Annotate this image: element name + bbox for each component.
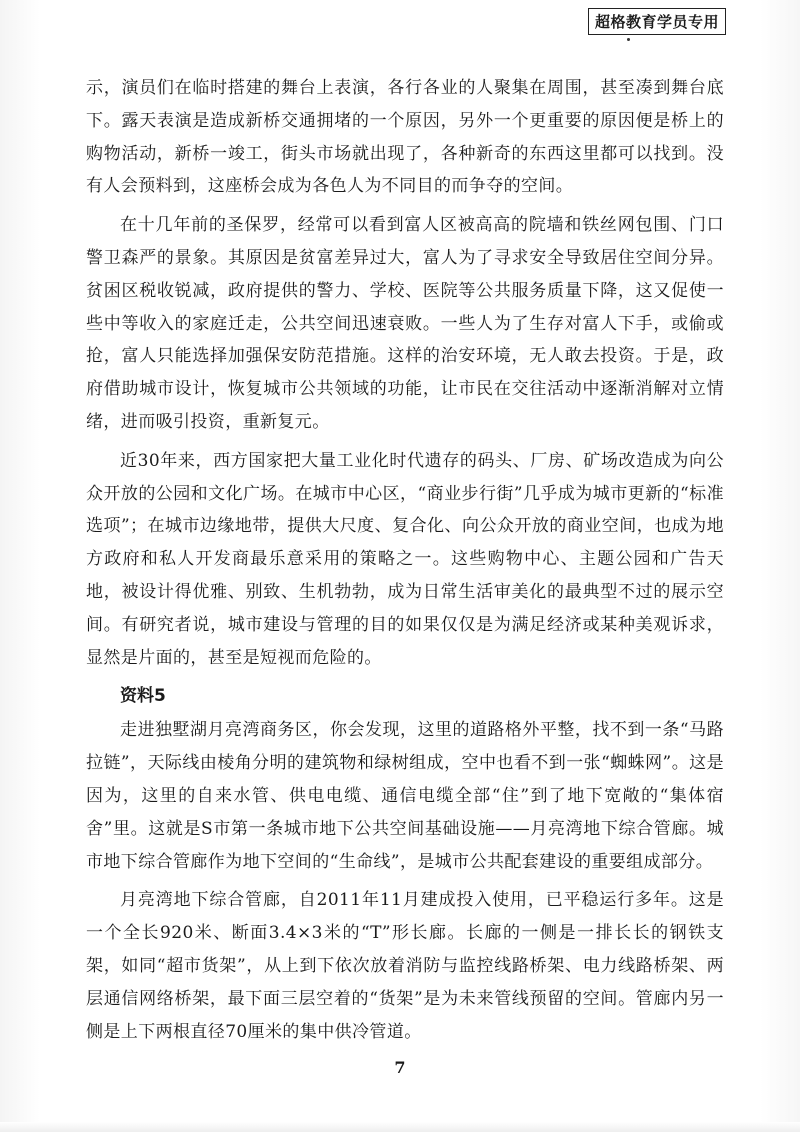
ink-dot bbox=[627, 38, 630, 41]
paragraph-sao-paulo: 在十几年前的圣保罗，经常可以看到富人区被高高的院墙和铁丝网包围、门口警卫森严的景象。其原因是贫富差异过大，富人为了寻求安全导致居住空间分异。贫困区税收锐减，政府提供的警力、学校、医院等公共服务质量下降，这又促使一些中等收入的家庭迁走，公共空间迅速衰败。一些人为了生存对富人下手，或偷或抢，富人只能选择加强保安防范措施。这样的治安环境，无人敢去投资。于是，政府借助城市设计，恢复城市公共领域的功能，让市民在交往活动中逐渐消解对立情绪，进而吸引投资，重新复元。 bbox=[86, 215, 724, 432]
section-heading: 资料5 bbox=[120, 686, 166, 707]
paragraph-continued: 示，演员们在临时搭建的舞台上表演，各行各业的人聚集在周围，甚至凑到舞台底下。露天表演是造成新桥交通拥堵的一个原因，另外一个更重要的原因便是桥上的购物活动，新桥一竣工，街头市场就出现了，各种新奇的东西这里都可以找到。没有人会预料到，这座桥会成为各色人为不同目的而争夺的空间。 bbox=[86, 78, 724, 197]
paragraph-moon-bay: 走进独墅湖月亮湾商务区，你会发现，这里的道路格外平整，找不到一条“马路拉链”，天际线由棱角分明的建筑物和绿树组成，空中也看不到一张“蜘蛛网”。这是因为，这里的自来水管、供电电缆、通信电缆全部“住”到了地下宽敞的“集体宿舍”里。这就是S市第一条城市地下公共空间基础设施——月亮湾地下综合管廊。城市地下综合管廊作为地下空间的“生命线”，是城市公共配套建设的重要组成部分。 bbox=[86, 720, 724, 872]
document-body bbox=[86, 72, 724, 1054]
paragraph-western-renewal: 近30年来，西方国家把大量工业化时代遗存的码头、厂房、矿场改造成为向公众开放的公园和文化广场。在城市中心区，“商业步行街”几乎成为城市更新的“标准选项”；在城市边缘地带，提供大尺度、复合化、向公众开放的商业空间，也成为地方政府和私人开发商最乐意采用的策略之一。这些购物中心、主题公园和广告天地，被设计得优雅、别致、生机勃勃，成为日常生活审美化的最典型不过的展示空间。有研究者说，城市建设与管理的目的如果仅仅是为满足经济或某种美观诉求，显然是片面的，甚至是短视而危险的。 bbox=[86, 450, 724, 668]
paragraph-utility-tunnel: 月亮湾地下综合管廊，自2011年11月建成投入使用，已平稳运行多年。这是一个全长920米、断面3.4×3米的“T”形长廊。长廊的一侧是一排长长的钢铁支架，如同“超市货架”，从上到下依次放着消防与监控线路桥架、电力线路桥架、两层通信网络桥架，最下面三层空着的“货架”是为未来管线预留的空间。管廊内另一侧是上下两根直径70厘米的集中供冷管道。 bbox=[86, 890, 724, 1042]
page-number: 7 bbox=[394, 1058, 406, 1077]
page-bottom-edge bbox=[0, 1122, 800, 1132]
watermark-stamp: 超格教育学员专用 bbox=[588, 8, 726, 35]
